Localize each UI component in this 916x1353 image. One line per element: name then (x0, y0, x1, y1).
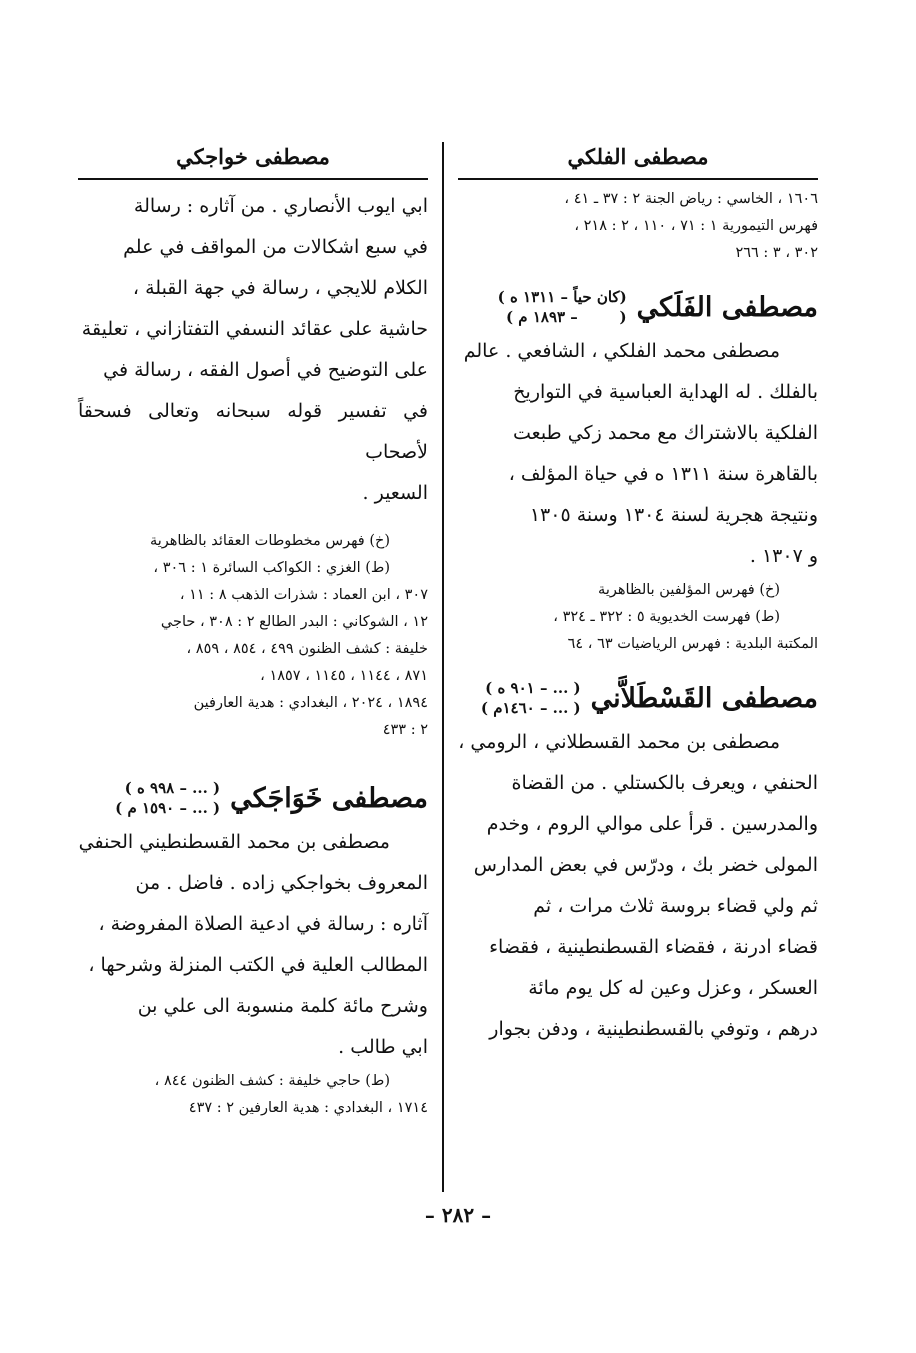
body-line: مصطفى بن محمد القسطلاني ، الرومي ، (458, 731, 780, 753)
ref-line: ٣٠٧ ، ابن العماد : شذرات الذهب ٨ : ١١ ، (179, 587, 428, 603)
ref-line: ١٢ ، الشوكاني : البدر الطالع ٢ : ٣٠٨ ، حاجي (160, 614, 428, 630)
ref-line: (خ) فهرس مخطوطات العقائد بالظاهرية (149, 533, 390, 549)
ref-line: (خ) فهرس المؤلفين بالظاهرية (598, 582, 780, 598)
ref-line: المكتبة البلدية : فهرس الرياضيات ٦٣ ، ٦٤ (567, 636, 818, 652)
page-number: – ٢٨٢ – (424, 1203, 492, 1227)
body-line: في تفسير قوله سبحانه وتعالى فسحقاً لأصحاب (78, 400, 428, 463)
body-line: ابي طالب . (338, 1036, 428, 1058)
entry-name: مصطفى خَوَاجَكي (230, 782, 428, 814)
ref-line: ٣٠٢ ، ٣ : ٢٦٦ (735, 245, 818, 261)
body-line: على التوضيح في أصول الفقه ، رسالة في (103, 359, 428, 381)
body-line: مصطفى محمد الفلكي ، الشافعي . عالم (463, 340, 780, 362)
body-line: حاشية على عقائد النسفي التفتازاني ، تعليقة (81, 318, 428, 340)
body-line: درهم ، وتوفي بالقسطنطينية ، ودفن بجوار (489, 1018, 818, 1040)
entry-dates: ( ... – ٩٠١ ه ) ( ... – ١٤٦٠م ) (480, 679, 581, 717)
body-line: ونتيجة هجرية لسنة ١٣٠٤ وسنة ١٣٠٥ (529, 504, 818, 526)
column-divider (442, 142, 444, 1192)
ref-line: فهرس التيمورية ١ : ٧١ ، ١١٠ ، ٢ : ٢١٨ ، (574, 218, 818, 234)
body-line: الحنفي ، ويعرف بالكستلي . من القضاة (511, 772, 818, 794)
body-line: العسكر ، وعزل وعين له كل يوم مائة (528, 977, 818, 999)
entry-heading-falaki (458, 287, 818, 327)
body-line: بالقاهرة سنة ١٣١١ ه في حياة المؤلف ، (508, 463, 818, 485)
entry-name: مصطفى القَسْطَلاَّني (590, 682, 818, 714)
body-line: و ١٣٠٧ . (749, 545, 818, 567)
running-header-right: مصطفى الفلكي (567, 144, 709, 169)
entry-dates: (كان حياً – ١٣١١ ه ) ( – ١٨٩٣ م ) (497, 288, 627, 326)
body-line: الفلكية بالاشتراك مع محمد زكي طبعت (513, 422, 818, 444)
body-line: المعروف بخواجكي زاده . فاضل . من (135, 872, 428, 894)
entry-dates: ( ... – ٩٩٨ ه ) ( ... – ١٥٩٠ م ) (115, 779, 221, 817)
entry-heading-qastallani (458, 678, 818, 718)
body-line: السعير . (362, 482, 428, 504)
running-header-left: مصطفى خواجكي (176, 144, 330, 169)
entry-name: مصطفى الفَلَكي (636, 291, 818, 323)
body-line: المولى خضر بك ، ودرّس في بعض المدارس (473, 854, 818, 876)
ref-line: ١٧١٤ ، البغدادي : هدية العارفين ٢ : ٤٣٧ (188, 1100, 428, 1116)
left-column (78, 140, 428, 1122)
body-line: في سبع اشكالات من المواقف في علم (123, 236, 428, 258)
header-rule-left (78, 178, 428, 180)
body-line: آثاره : رسالة في ادعية الصلاة المفروضة ، (98, 913, 428, 935)
ref-line: (ط) الغزي : الكواكب السائرة ١ : ٣٠٦ ، (153, 560, 390, 576)
body-line: مصطفى بن محمد القسطنطيني الحنفي (78, 831, 390, 853)
right-column (458, 140, 818, 1050)
body-line: والمدرسين . قرأ على موالي الروم ، وخدم (486, 813, 818, 835)
body-line: ابي ايوب الأنصاري . من آثاره : رسالة (133, 195, 428, 217)
ref-line: ١٨٩٤ ، ٢٠٢٤ ، البغدادي : هدية العارفين (193, 695, 428, 711)
ref-line: ٢ : ٤٣٣ (382, 722, 428, 738)
body-line: بالفلك . له الهداية العباسية في التواريخ (513, 381, 818, 403)
body-line: ثم ولي قضاء بروسة ثلاث مرات ، ثم (533, 895, 818, 917)
header-rule-right (458, 178, 818, 180)
body-line: وشرح مائة كلمة منسوبة الى علي بن (137, 995, 428, 1017)
body-line: المطالب العلية في الكتب المنزلة وشرحها ، (88, 954, 428, 976)
ref-line: (ط) فهرست الخديوية ٥ : ٣٢٢ ـ ٣٢٤ ، (553, 609, 780, 625)
ref-line: ٨٧١ ، ١١٤٤ ، ١١٤٥ ، ١٨٥٧ ، (260, 668, 428, 684)
body-line: قضاء ادرنة ، فقضاء القسطنطينية ، فقضاء (489, 936, 818, 958)
ref-line: خليفة : كشف الظنون ٤٩٩ ، ٨٥٤ ، ٨٥٩ ، (186, 641, 428, 657)
ref-line: ١٦٠٦ ، الخاسي : رياض الجنة ٢ : ٣٧ ـ ٤١ ، (564, 191, 818, 207)
entry-heading-khawajaki (78, 778, 428, 818)
ref-line: (ط) حاجي خليفة : كشف الظنون ٨٤٤ ، (154, 1073, 390, 1089)
body-line: الكلام للايجي ، رسالة في جهة القبلة ، (132, 277, 428, 299)
